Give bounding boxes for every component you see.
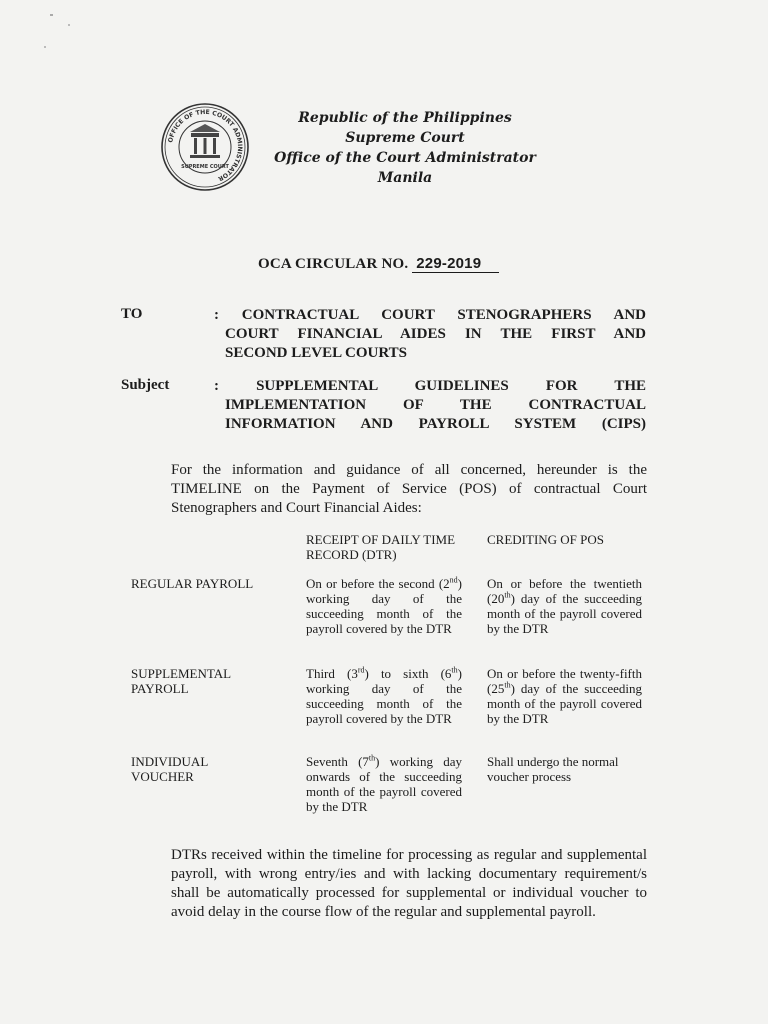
subject-line-3: INFORMATION AND PAYROLL SYSTEM (CIPS) <box>225 416 646 432</box>
closing-paragraph: DTRs received within the timeline for processing as regular and supplemental payroll, with wrong entry/ies and with lacking documentary requirement/s shall be automatically processed for supplemental or individual voucher to avoid delay in the course flow of the regular and supplemental payroll. <box>171 847 647 920</box>
circular-number: 229-2019 <box>412 255 499 273</box>
letterhead <box>270 108 540 188</box>
scan-speck <box>44 46 46 48</box>
letterhead-supreme-court: Supreme Court <box>345 130 465 146</box>
svg-text:SUPREME COURT: SUPREME COURT <box>181 164 229 170</box>
row-label-supplemental-payroll: SUPPLEMENTAL PAYROLL <box>131 666 231 696</box>
supplemental-receipt-cell: Third (3rd) to sixth (6th) working day of the succeeding month of the payroll covered by the DTR <box>306 665 462 726</box>
row-label-regular-payroll: REGULAR PAYROLL <box>131 576 254 591</box>
to-label: TO <box>121 306 143 322</box>
voucher-crediting-cell: Shall undergo the normal voucher process <box>487 754 619 784</box>
subject-line-2: IMPLEMENTATION OF THE CONTRACTUAL <box>225 397 646 413</box>
letterhead-republic: Republic of the Philippines <box>298 110 512 126</box>
subject-line-1: : SUPPLEMENTAL GUIDELINES FOR THE <box>214 378 646 394</box>
to-line-1: : CONTRACTUAL COURT STENOGRAPHERS AND <box>214 307 646 323</box>
header-receipt-dtr: RECEIPT OF DAILY TIME RECORD (DTR) <box>306 532 456 562</box>
court-seal-logo <box>160 102 250 192</box>
regular-crediting-cell: On or before the twentieth (20th) day of the succeeding month of the payroll covered by the DTR <box>487 576 642 636</box>
subject-label: Subject <box>121 377 170 393</box>
regular-receipt-cell: On or before the second (2nd) working day of the succeeding month of the payroll covered by the DTR <box>306 575 462 636</box>
row-label-individual-voucher: INDIVIDUAL VOUCHER <box>131 754 208 784</box>
supplemental-crediting-cell: On or before the twenty-fifth (25th) day of the succeeding month of the payroll covered by the DTR <box>487 666 642 726</box>
voucher-receipt-cell: Seventh (7th) working day onwards of the succeeding month of the payroll covered by the DTR <box>306 753 462 814</box>
to-addressees <box>214 306 646 363</box>
intro-paragraph: For the information and guidance of all concerned, hereunder is the TIMELINE on the Payment of Service (POS) of contractual Court Stenographers and Court Financial Aides: <box>171 462 647 516</box>
header-crediting-pos: CREDITING OF POS <box>487 532 605 547</box>
letterhead-city: Manila <box>377 170 433 186</box>
subject-text <box>214 377 646 434</box>
circular-title <box>258 255 499 273</box>
to-line-2: COURT FINANCIAL AIDES IN THE FIRST AND <box>225 326 646 342</box>
scan-speck <box>50 14 53 16</box>
scan-speck <box>68 24 70 26</box>
to-line-3: SECOND LEVEL COURTS <box>225 345 408 361</box>
circular-prefix: OCA CIRCULAR NO. <box>258 256 409 272</box>
svg-text:OFFICE OF THE COURT ADMINISTRA: OFFICE OF THE COURT ADMINISTRATOR <box>167 108 244 183</box>
letterhead-oca: Office of the Court Administrator <box>274 150 536 166</box>
